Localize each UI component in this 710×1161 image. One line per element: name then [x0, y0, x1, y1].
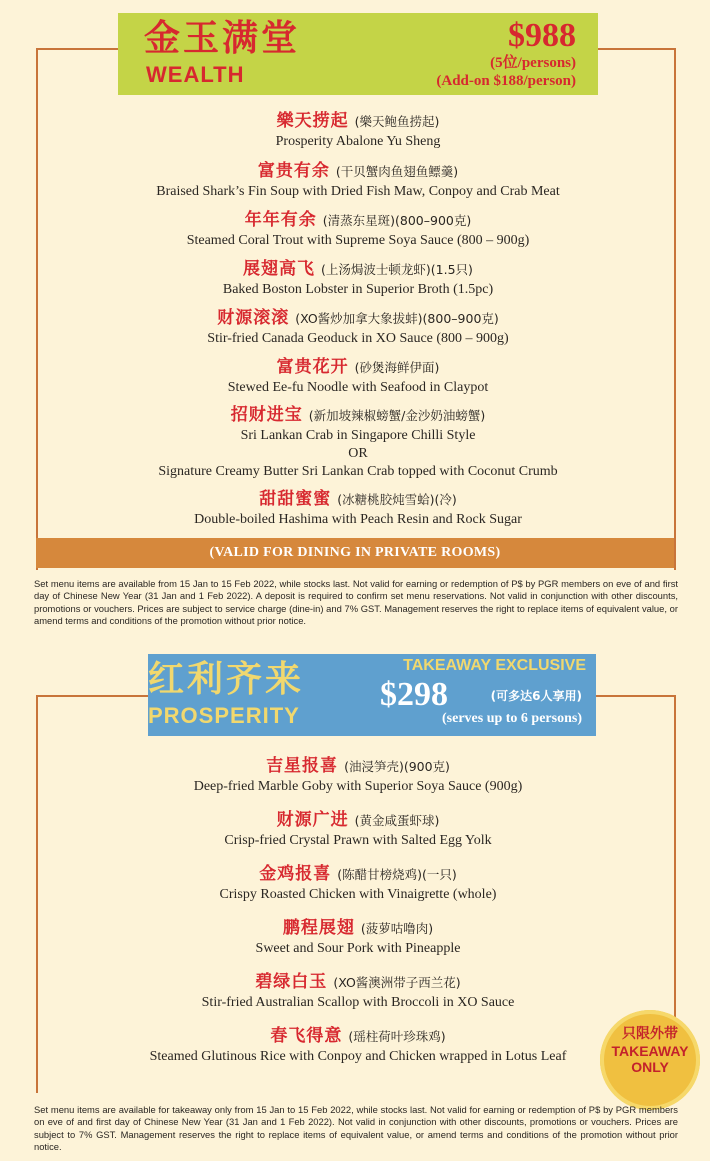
dish-cn-desc: (干贝蟹肉鱼翅鱼鳔羹) — [335, 164, 459, 179]
wealth-cn-title: 金玉满堂 — [144, 18, 301, 59]
badge-en-text-2: ONLY — [631, 1059, 669, 1075]
dish-en-name: Double-boiled Hashima with Peach Resin and Rock Sugar — [194, 512, 522, 527]
dish-en-name: Steamed Glutinous Rice with Conpoy and Chicken wrapped in Lotus Leaf — [149, 1049, 567, 1064]
dish-en-name: Baked Boston Lobster in Superior Broth (1.5pc) — [222, 282, 494, 297]
menu-item — [60, 404, 656, 488]
dish-cn-name: 吉星报喜 — [266, 756, 339, 776]
wealth-header — [118, 13, 598, 95]
wealth-menu — [60, 110, 656, 529]
wealth-terms: Set menu items are available from 15 Jan to 15 Feb 2022, while stocks last. Not valid for earning or redemption of P$ by PGR members on eve of and first day of Chinese New Year (31 Jan and 1 Feb 2022). A deposit is required to confirm set menu reservations. Not valid in conjunction with other discounts, promotions or vouchers. Prices are subject to service charge (dine-in) and 7% GST. Management reserves the right to replace items of equivalent value, or amend terms and conditions of the promotion without prior notice. — [34, 578, 678, 627]
menu-item — [60, 258, 656, 307]
dish-cn-desc: (黄金咸蛋虾球) — [354, 813, 440, 828]
dish-en-name: Braised Shark’s Fin Soup with Dried Fish Maw, Conpoy and Crab Meat — [156, 184, 560, 199]
dish-cn-name: 春飞得意 — [270, 1026, 343, 1046]
dish-cn-desc: (菠萝咕噜肉) — [360, 921, 434, 936]
takeaway-only-badge — [600, 1010, 700, 1110]
dish-cn-name: 招财进宝 — [230, 405, 303, 425]
wealth-persons: (5位/persons) — [490, 55, 576, 71]
dish-cn-name: 展翅高飞 — [243, 259, 316, 279]
dish-cn-name: 鹏程展翅 — [282, 918, 355, 938]
prosperity-cn-title: 红利齐来 — [148, 659, 305, 700]
dish-cn-name: 碧绿白玉 — [255, 972, 328, 992]
prosperity-header — [148, 654, 596, 736]
prosperity-terms: Set menu items are available for takeaway only from 15 Jan to 15 Feb 2022, while stocks last. Not valid for earning or redemption of P$ by PGR members on eve of and first day of Chinese New Year (31 Jan and 1 Feb 2022). Not valid in conjunction with other discounts, promotions or vouchers. Prices are subject to 7% GST. Management reserves the right to replace items of equivalent value, or amend terms and conditions of the promotion without prior notice. — [34, 1104, 678, 1153]
menu-item — [60, 110, 656, 160]
prosperity-en-title: PROSPERITY — [148, 703, 300, 728]
dish-cn-name: 财源滚滚 — [217, 308, 290, 328]
dish-cn-desc: (砂煲海鲜伊面) — [354, 360, 440, 375]
dish-en-name: Steamed Coral Trout with Supreme Soya Sauce (800 – 900g) — [186, 233, 530, 248]
dish-en-name: Sweet and Sour Pork with Pineapple — [255, 941, 461, 956]
dish-en-name: Stir-fried Canada Geoduck in XO Sauce (800 – 900g) — [207, 331, 509, 346]
dish-en-name: Crispy Roasted Chicken with Vinaigrette (whole) — [219, 887, 497, 902]
menu-item — [60, 356, 656, 404]
takeaway-exclusive-label: TAKEAWAY EXCLUSIVE — [403, 657, 586, 674]
menu-item — [60, 863, 656, 917]
menu-item — [60, 307, 656, 356]
dish-en-name: Stewed Ee-fu Noodle with Seafood in Claypot — [227, 380, 489, 395]
dish-en-name-alt: Signature Creamy Butter Sri Lankan Crab topped with Coconut Crumb — [158, 464, 558, 479]
dish-en-name: Stir-fried Australian Scallop with Broccoli in XO Sauce — [201, 995, 515, 1010]
prosperity-price-cn: (可多达6人享用) — [490, 689, 582, 703]
dish-en-name: Sri Lankan Crab in Singapore Chilli Style — [240, 428, 476, 443]
badge-cn-text: 只限外带 — [622, 1026, 678, 1042]
prosperity-price: $298 — [380, 676, 448, 713]
dish-cn-name: 财源广进 — [276, 810, 349, 830]
dish-cn-desc: (清蒸东星斑)(800–900克) — [322, 213, 472, 228]
dish-cn-name: 樂天捞起 — [276, 111, 349, 131]
or-separator: OR — [348, 446, 368, 461]
dish-cn-desc: (XO酱炒加拿大象拔蚌)(800–900克) — [295, 311, 499, 326]
private-rooms-band: (VALID FOR DINING IN PRIVATE ROOMS) — [36, 538, 674, 568]
dish-en-name: Crisp-fried Crystal Prawn with Salted Egg Yolk — [224, 833, 492, 848]
dish-cn-name: 金鸡报喜 — [259, 864, 332, 884]
dish-cn-name: 年年有余 — [244, 210, 317, 230]
badge-en-text-1: TAKEAWAY — [611, 1043, 689, 1059]
dish-cn-desc: (XO酱澳洲带子西兰花) — [333, 975, 461, 990]
dish-cn-desc: (油浸笋壳)(900克) — [344, 759, 450, 774]
dish-cn-desc: (新加坡辣椒螃蟹/金沙奶油螃蟹) — [308, 408, 486, 423]
dish-cn-desc: (瑶柱荷叶珍珠鸡) — [348, 1029, 446, 1044]
wealth-en-title: WEALTH — [146, 62, 245, 87]
menu-item — [60, 160, 656, 209]
dish-en-name: Prosperity Abalone Yu Sheng — [275, 134, 441, 149]
dish-en-name: Deep-fried Marble Goby with Superior Soya Sauce (900g) — [193, 779, 523, 794]
dish-cn-desc: (上汤焗波士顿龙虾)(1.5只) — [321, 262, 473, 277]
dish-cn-name: 富贵有余 — [257, 161, 330, 181]
menu-item — [60, 1025, 656, 1066]
menu-item — [60, 488, 656, 529]
dish-cn-name: 富贵花开 — [276, 357, 349, 377]
menu-item — [60, 917, 656, 971]
dish-cn-desc: (冰糖桃胶炖雪蛤)(冷) — [337, 492, 457, 507]
wealth-addon: (Add-on $188/person) — [436, 73, 576, 89]
menu-item — [60, 809, 656, 863]
dish-cn-desc: (樂天鲍鱼捞起) — [354, 114, 440, 129]
menu-item — [60, 755, 656, 809]
menu-item — [60, 209, 656, 258]
wealth-price: $988 — [508, 17, 576, 54]
prosperity-menu — [60, 755, 656, 1066]
dish-cn-name: 甜甜蜜蜜 — [259, 489, 332, 509]
menu-item — [60, 971, 656, 1025]
dish-cn-desc: (陈醋甘榜烧鸡)(一只) — [337, 867, 457, 882]
prosperity-serves: (serves up to 6 persons) — [442, 711, 582, 726]
